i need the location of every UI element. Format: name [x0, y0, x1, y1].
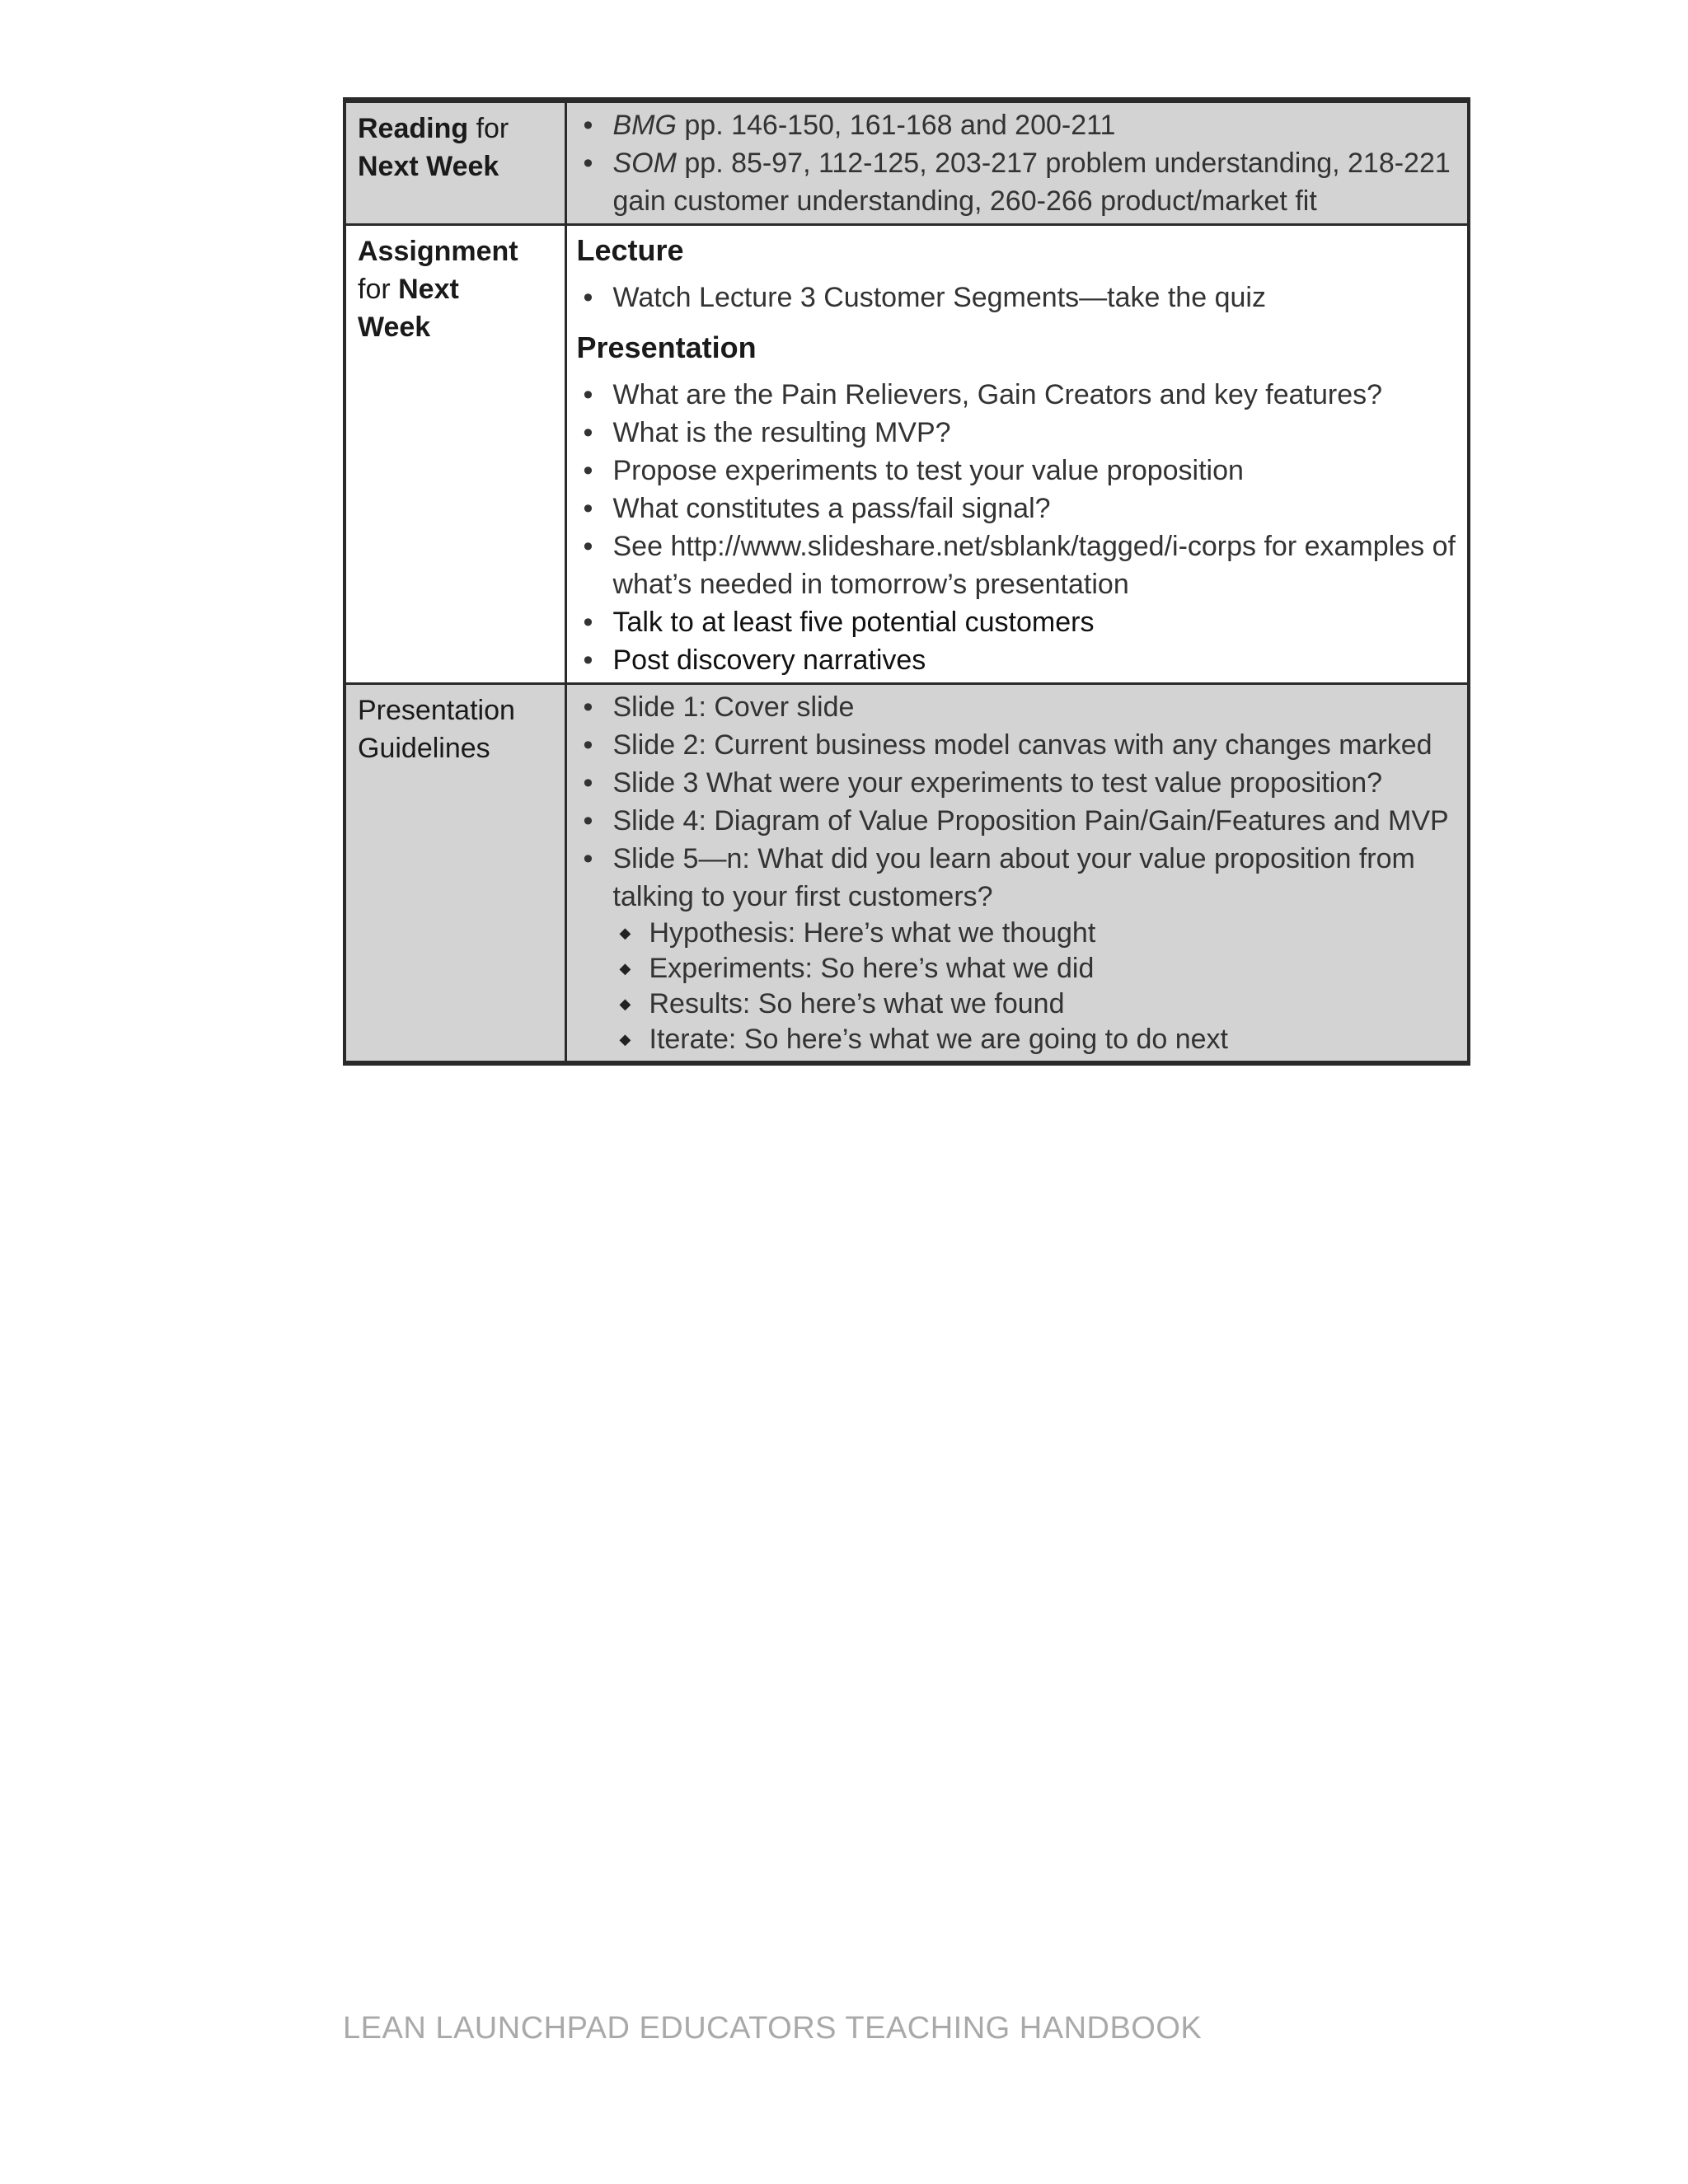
reading-row — [345, 101, 1469, 225]
assignment-label-for: for — [358, 274, 399, 305]
reading-item — [577, 106, 1460, 144]
guideline-item: • Slide 5—n: What did you learn about your value proposition from talking to your first customers? — [577, 840, 1460, 916]
assignment-content-cell — [565, 225, 1469, 684]
reading-item — [577, 144, 1460, 220]
assignment-label-next: Next — [398, 274, 459, 305]
reading-list — [577, 106, 1460, 220]
guidelines-row — [345, 684, 1469, 1064]
presentation-item: • See http://www.slideshare.net/sblank/tagged/i-corps for examples of what’s needed in tomorrow’s presentation — [577, 527, 1460, 603]
reading-pages: pp. 146-150, 161-168 and 200-211 — [676, 110, 1116, 141]
presentation-item: • Talk to at least five potential customers — [577, 603, 1460, 641]
reading-label-cell — [345, 101, 565, 225]
guideline-subitem: ◆ Hypothesis: Here’s what we thought — [577, 916, 1460, 951]
guideline-item: • Slide 1: Cover slide — [577, 688, 1460, 726]
guidelines-content-cell — [565, 684, 1469, 1064]
lecture-item: • Watch Lecture 3 Customer Segments—take the quiz — [577, 279, 1460, 316]
presentation-item: • What constitutes a pass/fail signal? — [577, 490, 1460, 527]
assignment-label-bold: Assignment — [358, 236, 518, 267]
reading-label-for: for — [468, 113, 509, 144]
reading-content-cell — [565, 101, 1469, 225]
presentation-item: • What is the resulting MVP? — [577, 414, 1460, 452]
guidelines-label-guidelines: Guidelines — [358, 733, 490, 764]
presentation-item: • Post discovery narratives — [577, 641, 1460, 679]
assignment-label-cell — [345, 225, 565, 684]
reading-label-bold: Reading — [358, 113, 469, 144]
presentation-item: • What are the Pain Relievers, Gain Creators and key features? — [577, 376, 1460, 414]
guidelines-list — [577, 688, 1460, 916]
guideline-item: • Slide 2: Current business model canvas with any changes marked — [577, 726, 1460, 764]
lecture-heading: Lecture — [576, 233, 684, 267]
guidelines-label-presentation: Presentation — [358, 695, 515, 726]
reading-label-next-week: Next Week — [358, 151, 499, 182]
weekly-assignment-table — [343, 97, 1470, 1066]
lecture-list — [577, 279, 1460, 316]
reading-source: SOM — [612, 148, 677, 179]
reading-source: BMG — [612, 110, 677, 141]
guideline-subitem: ◆ Iterate: So here’s what we are going to do next — [577, 1022, 1460, 1057]
presentation-list — [577, 376, 1460, 679]
assignment-label-week: Week — [358, 312, 431, 343]
guidelines-sublist — [577, 916, 1460, 1057]
guideline-item: • Slide 3 What were your experiments to test value proposition? — [577, 764, 1460, 802]
guideline-subitem: ◆ Experiments: So here’s what we did — [577, 951, 1460, 987]
guideline-subitem: ◆ Results: So here’s what we found — [577, 987, 1460, 1022]
page-footer: LEAN LAUNCHPAD EDUCATORS TEACHING HANDBOOK — [343, 2011, 1203, 2046]
assignment-row — [345, 225, 1469, 684]
presentation-heading: Presentation — [576, 330, 757, 364]
guideline-item: • Slide 4: Diagram of Value Proposition Pain/Gain/Features and MVP — [577, 802, 1460, 840]
presentation-item: • Propose experiments to test your value proposition — [577, 452, 1460, 490]
reading-pages: pp. 85-97, 112-125, 203-217 problem understanding, 218-221 gain customer understanding, 260-266 product/market fit — [612, 148, 1451, 217]
guidelines-label-cell — [345, 684, 565, 1064]
